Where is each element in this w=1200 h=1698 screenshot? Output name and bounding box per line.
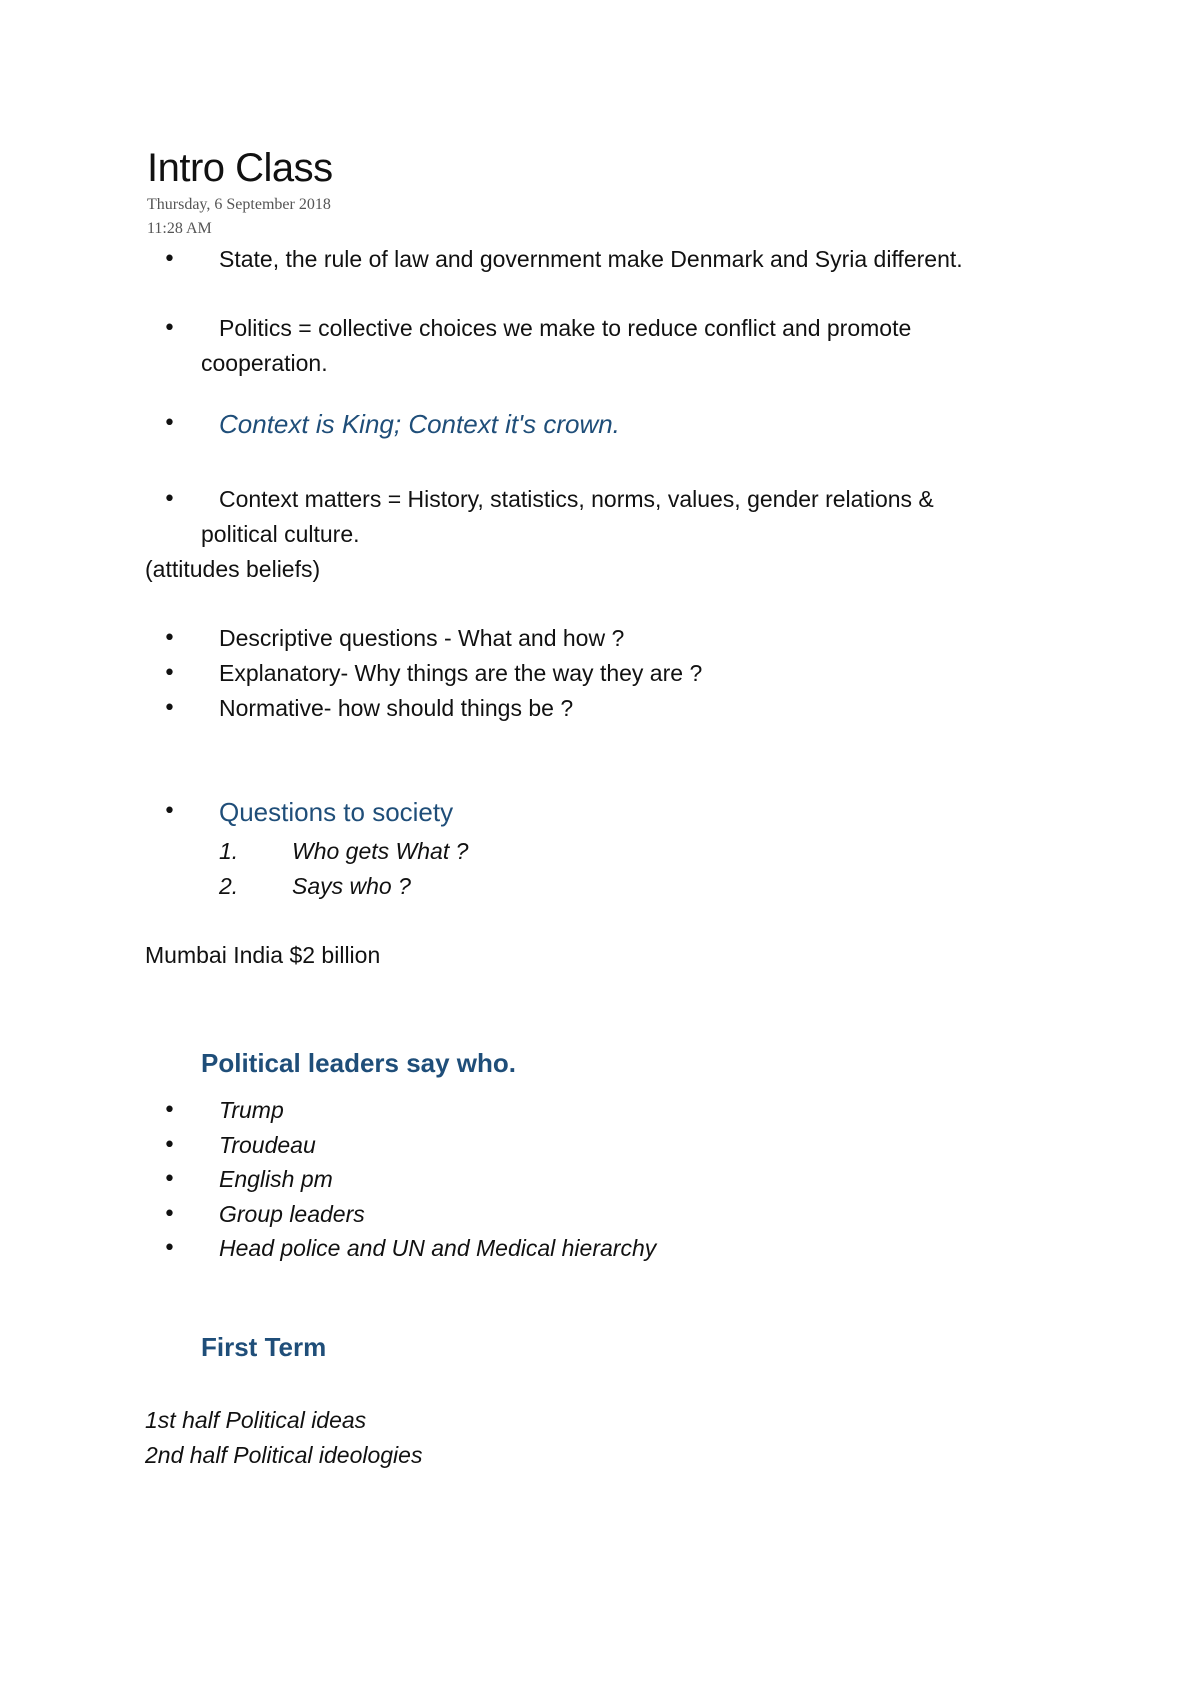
bullet-dot-icon: • bbox=[163, 1098, 176, 1123]
list-item: Head police and UN and Medical hierarchy bbox=[219, 1235, 657, 1261]
numbered-item-number: 2. bbox=[219, 873, 239, 899]
numbered-item: Who gets What ? bbox=[292, 838, 469, 864]
list-item: Normative- how should things be ? bbox=[219, 695, 574, 721]
political-leaders-heading: Political leaders say who. bbox=[201, 1048, 517, 1078]
bullet-dot-icon: • bbox=[163, 411, 176, 436]
list-item: English pm bbox=[219, 1166, 333, 1192]
bullet-dot-icon: • bbox=[163, 799, 176, 824]
first-term-heading: First Term bbox=[201, 1332, 327, 1362]
list-item-continuation: cooperation. bbox=[201, 350, 328, 376]
term-line: 2nd half Political ideologies bbox=[145, 1442, 423, 1468]
list-item: State, the rule of law and government make Denmark and Syria different. bbox=[219, 246, 963, 272]
list-item: Politics = collective choices we make to reduce conflict and promote bbox=[219, 315, 912, 341]
list-item: Trump bbox=[219, 1097, 284, 1123]
bullet-dot-icon: • bbox=[163, 1236, 176, 1261]
list-item: Group leaders bbox=[219, 1201, 365, 1227]
bullet-dot-icon: • bbox=[163, 247, 176, 272]
context-quote: Context is King; Context it's crown. bbox=[219, 409, 620, 439]
numbered-item: Says who ? bbox=[292, 873, 411, 899]
term-line: 1st half Political ideas bbox=[145, 1407, 367, 1433]
mumbai-note: Mumbai India $2 billion bbox=[145, 942, 381, 968]
page-title: Intro Class bbox=[147, 146, 333, 190]
bullet-dot-icon: • bbox=[163, 316, 176, 341]
attitudes-note: (attitudes beliefs) bbox=[145, 556, 321, 582]
bullet-dot-icon: • bbox=[163, 626, 176, 651]
bullet-dot-icon: • bbox=[163, 1202, 176, 1227]
numbered-item-number: 1. bbox=[219, 838, 239, 864]
questions-heading: Questions to society bbox=[219, 797, 454, 827]
list-item: Explanatory- Why things are the way they are ? bbox=[219, 660, 703, 686]
bullet-dot-icon: • bbox=[163, 1133, 176, 1158]
bullet-dot-icon: • bbox=[163, 1167, 176, 1192]
page-time: 11:28 AM bbox=[147, 220, 212, 237]
list-item-continuation: political culture. bbox=[201, 521, 360, 547]
list-item: Context matters = History, statistics, norms, values, gender relations & bbox=[219, 486, 934, 512]
bullet-dot-icon: • bbox=[163, 696, 176, 721]
bullet-dot-icon: • bbox=[163, 661, 176, 686]
list-item: Descriptive questions - What and how ? bbox=[219, 625, 625, 651]
bullet-dot-icon: • bbox=[163, 487, 176, 512]
page-date: Thursday, 6 September 2018 bbox=[147, 196, 331, 213]
list-item: Troudeau bbox=[219, 1132, 316, 1158]
